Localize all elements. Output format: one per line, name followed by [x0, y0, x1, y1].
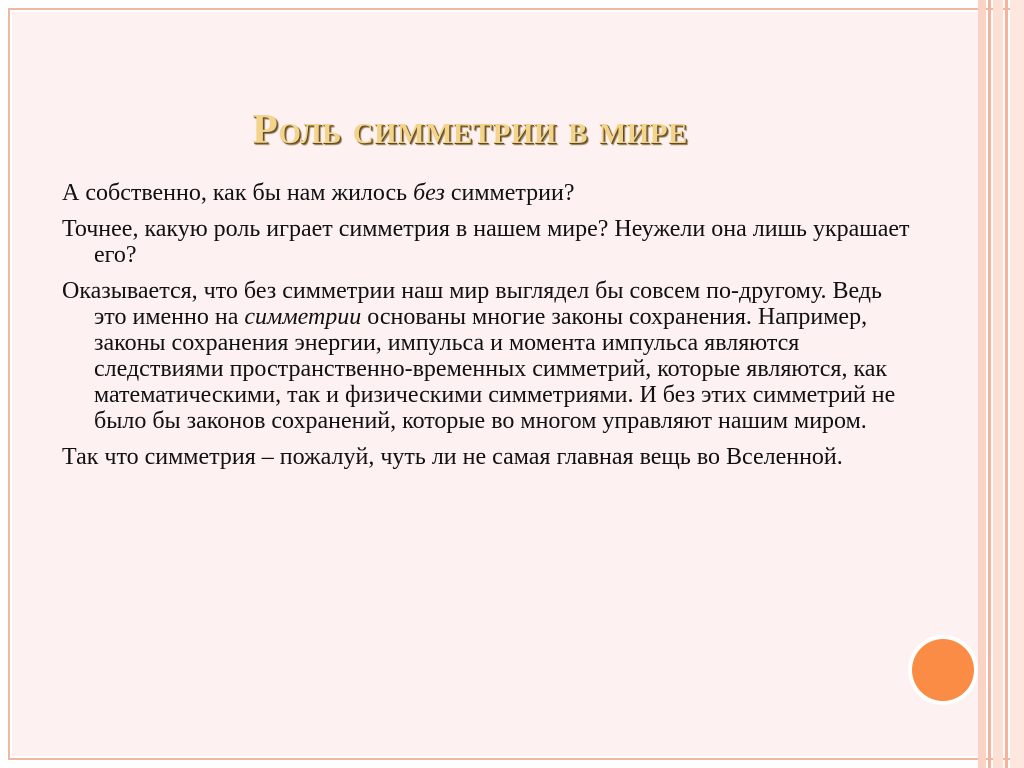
decor-stripe	[978, 0, 986, 768]
slide-title: Роль симметрии в мире	[252, 107, 688, 153]
emphasis-text: без	[413, 180, 445, 206]
decor-stripe	[1010, 0, 1024, 768]
paragraph-1	[62, 180, 912, 206]
paragraph-2	[62, 216, 912, 268]
slide-body	[62, 180, 912, 480]
paragraph-3	[62, 278, 912, 434]
paragraph-text: Так что симметрия – пожалуй, чуть ли не самая главная вещь во Вселенной.	[62, 444, 843, 470]
paragraph-4	[62, 444, 912, 470]
paragraph-text: А собственно, как бы нам жилось	[62, 180, 414, 206]
decor-stripe	[1005, 0, 1008, 768]
paragraph-text: Оказывается, что без симметрии наш мир выглядел бы совсем по-другому. Ведь это именно на	[62, 278, 882, 330]
emphasis-text: симметрии	[244, 304, 362, 330]
decor-circle	[912, 639, 974, 701]
decor-stripe	[988, 0, 991, 768]
paragraph-text: основаны многие законы сохранения. Например, законы сохранения энергии, импульса и момента импульса являются следствиями пространственно-временных симметрий, которые являются, как математическими, так и физическими симметриями. И без этих симметрий не было бы законов сохранений, которые во многом управляют нашим миром.	[94, 304, 896, 434]
paragraph-text: Точнее, какую роль играет симметрия в нашем мире? Неужели она лишь украшает его?	[62, 216, 910, 268]
paragraph-text: симметрии?	[444, 180, 575, 206]
decor-stripe	[993, 0, 1003, 768]
